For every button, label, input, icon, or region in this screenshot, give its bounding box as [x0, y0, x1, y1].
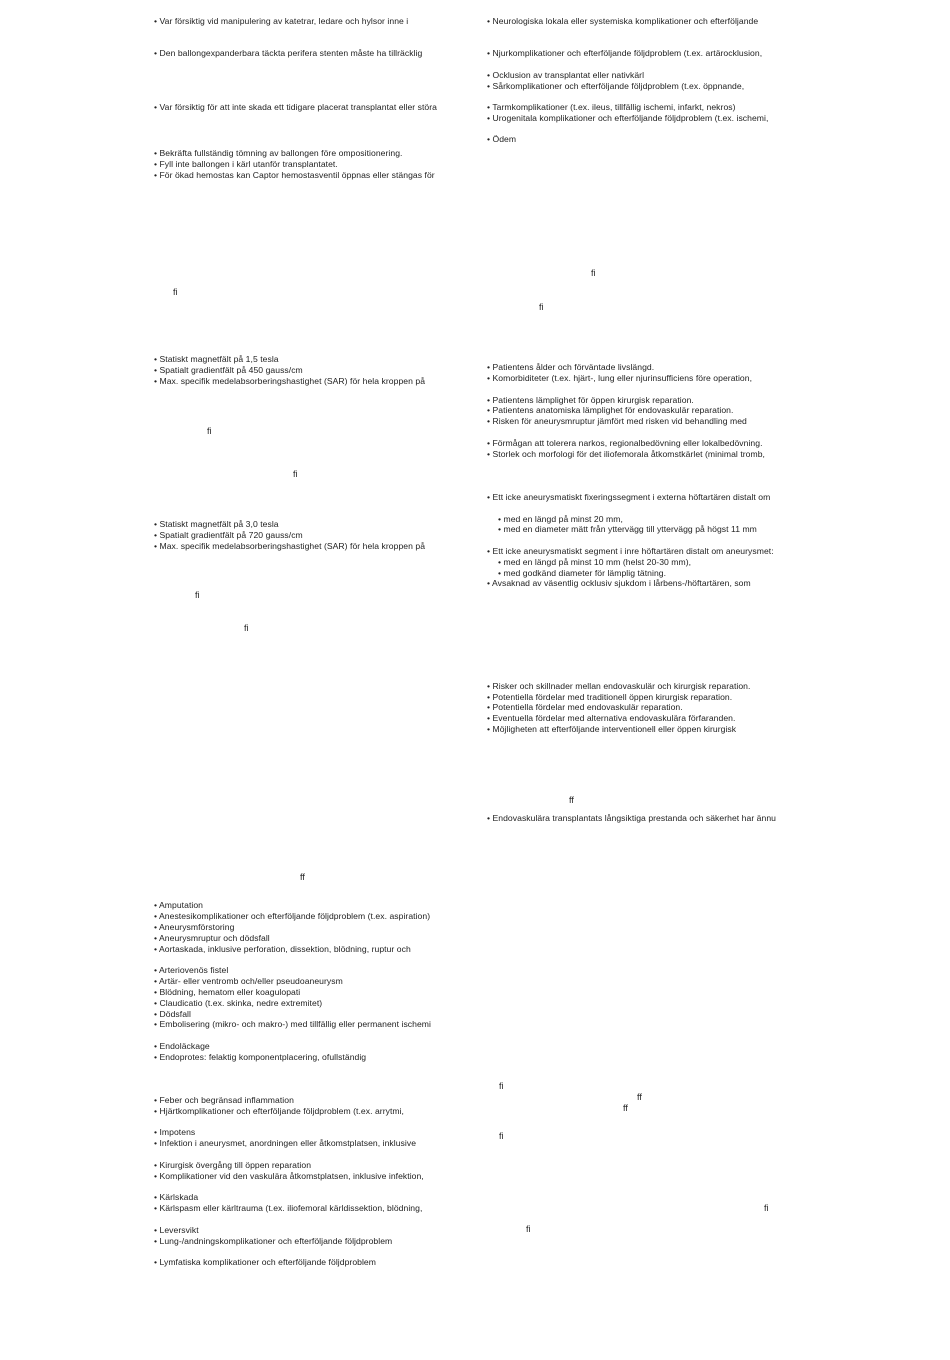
text-line: • Statiskt magnetfält på 1,5 tesla [154, 354, 279, 364]
text-line: • Urogenitala komplikationer och efterföljande följdproblem (t.ex. ischemi, [487, 113, 769, 123]
text-line: • Infektion i aneurysmet, anordningen eller åtkomstplatsen, inklusive [154, 1138, 417, 1148]
text-line: • Aneurysmruptur och dödsfall [154, 933, 270, 943]
text-line: • Komplikationer vid den vaskulära åtkomstplatsen, inklusive infektion, [154, 1171, 424, 1181]
text-line: • Bekräfta fullständig tömning av ballongen före ompositionering. [154, 148, 403, 158]
ligature-glyph: fi [173, 287, 178, 297]
text-line: • Patientens anatomiska lämplighet för endovaskulär reparation. [487, 405, 734, 415]
text-line: • Ödem [487, 134, 517, 144]
ligature-glyph: fi [526, 1224, 531, 1234]
text-line: • Var försiktig för att inte skada ett tidigare placerat transplantat eller störa [154, 102, 437, 112]
text-line: • Risker och skillnader mellan endovaskulär och kirurgisk reparation. [487, 681, 751, 691]
ligature-glyph: fi [764, 1203, 769, 1213]
text-line: • Möjligheten att efterföljande interventionell eller öppen kirurgisk [487, 724, 737, 734]
ligature-glyph: ff [637, 1092, 642, 1102]
text-line: • Max. specifik medelabsorberingshastighet (SAR) för hela kroppen på [154, 376, 426, 386]
text-line: • Storlek och morfologi för det iliofemorala åtkomstkärlet (minimal tromb, [487, 449, 765, 459]
text-line: • Patientens ålder och förväntade livslängd. [487, 362, 655, 372]
text-line: • med en diameter mätt från yttervägg till yttervägg på högst 11 mm [498, 524, 757, 534]
text-line: • Potentiella fördelar med endovaskulär reparation. [487, 702, 683, 712]
text-line: • Komorbiditeter (t.ex. hjärt-, lung eller njurinsufficiens före operation, [487, 373, 753, 383]
ligature-glyph: fi [539, 302, 544, 312]
text-line: • Hjärtkomplikationer och efterföljande följdproblem (t.ex. arrytmi, [154, 1106, 404, 1116]
text-line: • med en längd på minst 20 mm, [498, 514, 623, 524]
text-line: • Potentiella fördelar med traditionell öppen kirurgisk reparation. [487, 692, 733, 702]
text-line: • Njurkomplikationer och efterföljande följdproblem (t.ex. artärocklusion, [487, 48, 763, 58]
text-line: • Max. specifik medelabsorberingshastighet (SAR) för hela kroppen på [154, 541, 426, 551]
ligature-glyph: fi [591, 268, 596, 278]
text-line: • Kirurgisk övergång till öppen reparation [154, 1160, 312, 1170]
text-line: • Statiskt magnetfält på 3,0 tesla [154, 519, 279, 529]
text-line: • Ett icke aneurysmatiskt segment i inre höftartären distalt om aneurysmet: [487, 546, 774, 556]
text-line: • Dödsfall [154, 1009, 191, 1019]
text-line: • Blödning, hematom eller koagulopati [154, 987, 301, 997]
ligature-glyph: ff [623, 1103, 628, 1113]
text-line: • Spatialt gradientfält på 450 gauss/cm [154, 365, 303, 375]
text-line: • Leversvikt [154, 1225, 199, 1235]
text-line: • Patientens lämplighet för öppen kirurgisk reparation. [487, 395, 694, 405]
ligature-glyph: ff [569, 795, 574, 805]
text-line: • Amputation [154, 900, 203, 910]
text-line: • Endoprotes: felaktig komponentplacering, ofullständig [154, 1052, 367, 1062]
text-line: • Ett icke aneurysmatiskt fixeringssegment i externa höftartären distalt om [487, 492, 771, 502]
ligature-glyph: ff [300, 872, 305, 882]
text-line: • Fyll inte ballongen i kärl utanför transplantatet. [154, 159, 338, 169]
text-line: • med godkänd diameter för lämplig tätning. [498, 568, 667, 578]
text-line: • Avsaknad av väsentlig ocklusiv sjukdom i lårbens-/höftartären, som [487, 578, 751, 588]
text-line: • Lung-/andningskomplikationer och efterföljande följdproblem [154, 1236, 393, 1246]
ligature-glyph: fi [195, 590, 200, 600]
text-line: • Risken för aneurysmruptur jämfört med risken vid behandling med [487, 416, 747, 426]
text-line: • Claudicatio (t.ex. skinka, nedre extremitet) [154, 998, 323, 1008]
text-line: • Kärlspasm eller kärltrauma (t.ex. iliofemoral kärldissektion, blödning, [154, 1203, 423, 1213]
text-line: • För ökad hemostas kan Captor hemostasventil öppnas eller stängas för [154, 170, 435, 180]
text-line: • Impotens [154, 1127, 196, 1137]
text-line: • Feber och begränsad inflammation [154, 1095, 294, 1105]
text-line: • Kärlskada [154, 1192, 199, 1202]
text-line: • Tarmkomplikationer (t.ex. ileus, tillfällig ischemi, infarkt, nekros) [487, 102, 736, 112]
text-line: • Eventuella fördelar med alternativa endovaskulära förfaranden. [487, 713, 736, 723]
text-line: • Förmågan att tolerera narkos, regionalbedövning eller lokalbedövning. [487, 438, 763, 448]
text-line: • Anestesikomplikationer och efterföljande följdproblem (t.ex. aspiration) [154, 911, 431, 921]
text-line: • Var försiktig vid manipulering av katetrar, ledare och hylsor inne i [154, 16, 409, 26]
text-line: • Aortaskada, inklusive perforation, dissektion, blödning, ruptur och [154, 944, 411, 954]
text-line: • Endoläckage [154, 1041, 210, 1051]
text-line: • Arteriovenös fistel [154, 965, 229, 975]
text-line: • Lymfatiska komplikationer och efterföljande följdproblem [154, 1257, 376, 1267]
ligature-glyph: fi [499, 1081, 504, 1091]
text-line: • med en längd på minst 10 mm (helst 20-30 mm), [498, 557, 692, 567]
text-line: • Artär- eller ventromb och/eller pseudoaneurysm [154, 976, 343, 986]
text-line: • Sårkomplikationer och efterföljande följdproblem (t.ex. öppnande, [487, 81, 745, 91]
text-line: • Aneurysmförstoring [154, 922, 235, 932]
ligature-glyph: fi [244, 623, 249, 633]
text-line: • Endovaskulära transplantats långsiktiga prestanda och säkerhet har ännu [487, 813, 776, 823]
text-line: • Spatialt gradientfält på 720 gauss/cm [154, 530, 303, 540]
ligature-glyph: fi [499, 1131, 504, 1141]
text-line: • Embolisering (mikro- och makro-) med tillfällig eller permanent ischemi [154, 1019, 431, 1029]
ligature-glyph: fi [293, 469, 298, 479]
text-line: • Den ballongexpanderbara täckta perifera stenten måste ha tillräcklig [154, 48, 423, 58]
text-line: • Neurologiska lokala eller systemiska komplikationer och efterföljande [487, 16, 759, 26]
text-line: • Ocklusion av transplantat eller nativkärl [487, 70, 645, 80]
ligature-glyph: fi [207, 426, 212, 436]
